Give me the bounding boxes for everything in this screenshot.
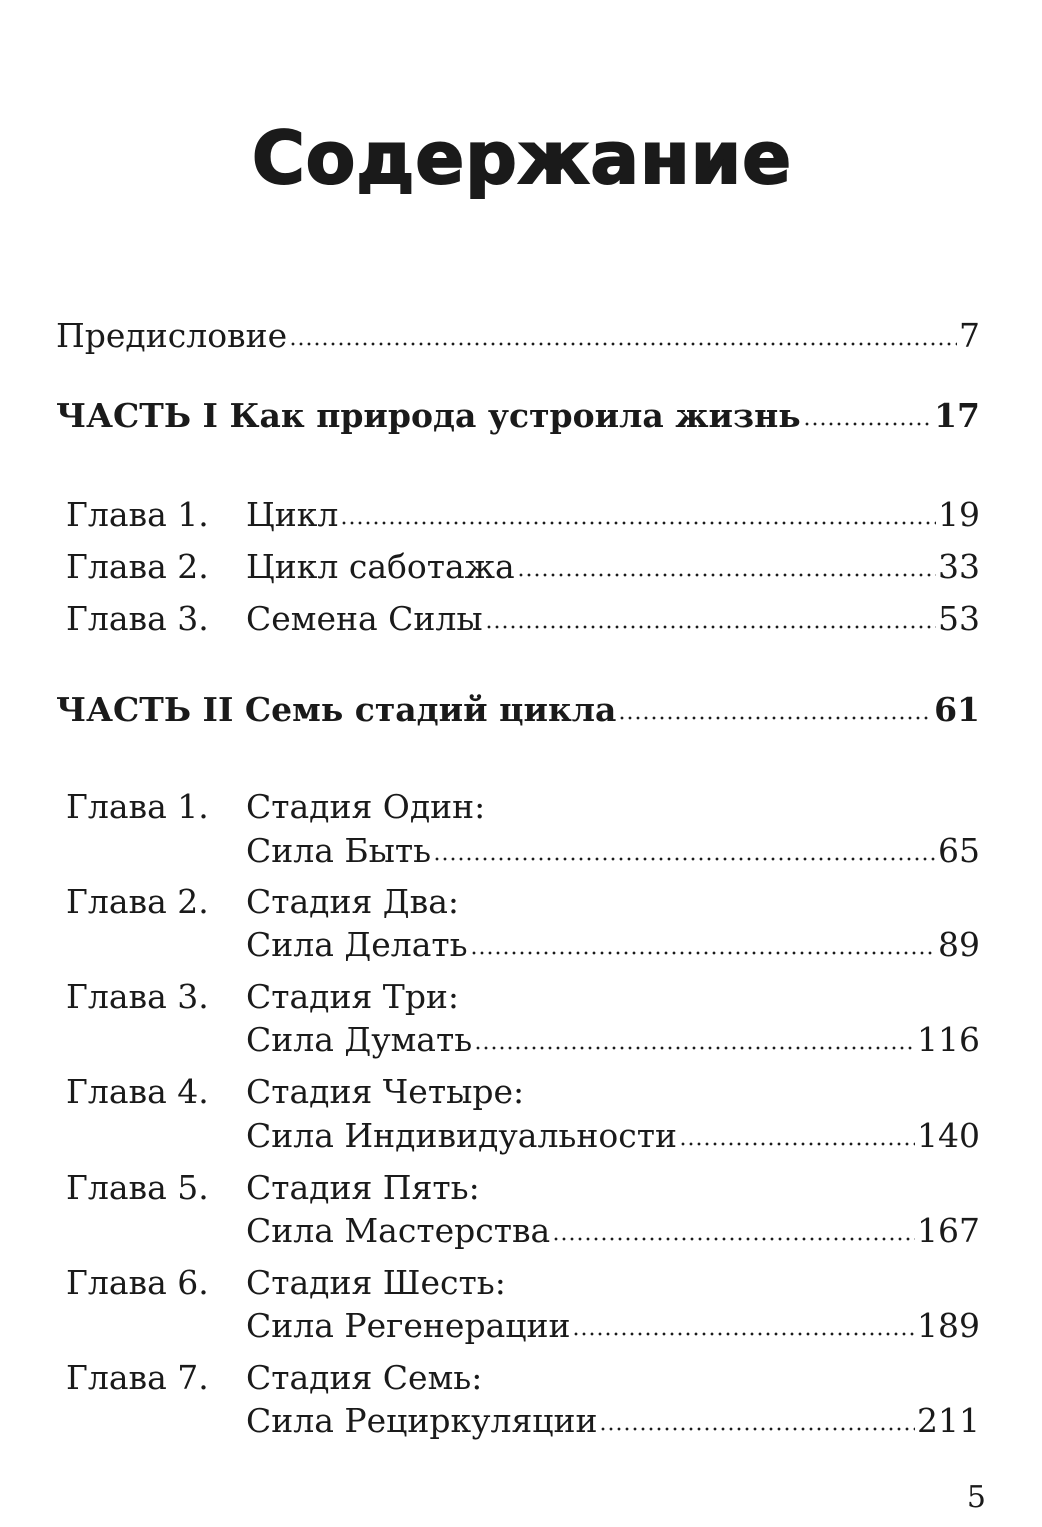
dot-leader <box>470 951 936 955</box>
toc-entry-part2-chapter-2[interactable] <box>0 923 1042 967</box>
dot-leader <box>289 342 957 346</box>
toc-entry-part2-chapter-1-stage <box>0 785 1042 829</box>
toc-entry-part1-chapter-1[interactable] <box>0 493 1042 537</box>
chapter-number: Глава 3. <box>66 977 209 1016</box>
entry-label: Цикл саботажа <box>246 547 515 586</box>
entry-page: 89 <box>938 925 980 964</box>
entry-page: 19 <box>938 495 980 534</box>
entry-label: Сила Быть <box>246 831 432 870</box>
toc-entry-part2-chapter-7[interactable] <box>0 1399 1042 1443</box>
entry-label: Сила Регенерации <box>246 1306 571 1345</box>
dot-leader <box>618 716 932 720</box>
dot-leader <box>474 1046 915 1050</box>
toc-entry-part2-chapter-3-stage <box>0 975 1042 1019</box>
dot-leader <box>803 422 932 426</box>
entry-label: Сила Думать <box>246 1020 473 1059</box>
page-title: Содержание <box>251 116 793 200</box>
chapter-stage: Стадия Семь: <box>246 1358 483 1397</box>
toc-entry-part2-chapter-7-stage <box>0 1356 1042 1400</box>
toc-entry-part2-chapter-4-stage <box>0 1070 1042 1114</box>
entry-page: 33 <box>938 547 980 586</box>
dot-leader <box>679 1142 915 1146</box>
dot-leader <box>433 857 936 861</box>
chapter-number: Глава 4. <box>66 1072 209 1111</box>
entry-page: 116 <box>917 1020 980 1059</box>
toc-entry-part-2[interactable] <box>0 688 1042 732</box>
toc-entry-part2-chapter-2-stage <box>0 880 1042 924</box>
toc-entry-part1-chapter-3[interactable] <box>0 597 1042 641</box>
entry-page: 17 <box>934 396 980 435</box>
chapter-stage: Стадия Два: <box>246 882 460 921</box>
entry-label: Сила Делать <box>246 925 468 964</box>
chapter-stage: Стадия Четыре: <box>246 1072 525 1111</box>
toc-entry-part2-chapter-4[interactable] <box>0 1114 1042 1158</box>
toc-entry-part2-chapter-5[interactable] <box>0 1209 1042 1253</box>
dot-leader <box>517 573 936 577</box>
entry-label: ЧАСТЬ I Как природа устроила жизнь <box>56 396 801 435</box>
dot-leader <box>552 1237 915 1241</box>
chapter-number: Глава 2. <box>66 882 209 921</box>
toc-entry-part2-chapter-5-stage <box>0 1166 1042 1210</box>
chapter-stage: Стадия Три: <box>246 977 460 1016</box>
chapter-number: Глава 5. <box>66 1168 209 1207</box>
entry-label: Сила Индивидуальности <box>246 1116 677 1155</box>
entry-page: 61 <box>934 690 980 729</box>
chapter-stage: Стадия Один: <box>246 787 486 826</box>
chapter-number: Глава 3. <box>66 599 209 638</box>
entry-label: Цикл <box>246 495 339 534</box>
chapter-stage: Стадия Шесть: <box>246 1263 506 1302</box>
chapter-number: Глава 6. <box>66 1263 209 1302</box>
dot-leader <box>485 625 936 629</box>
chapter-number: Глава 7. <box>66 1358 209 1397</box>
toc-entry-part2-chapter-1[interactable] <box>0 829 1042 873</box>
toc-entry-preface[interactable] <box>0 314 1042 358</box>
dot-leader <box>340 521 936 525</box>
dot-leader <box>599 1427 915 1431</box>
entry-page: 211 <box>917 1401 980 1440</box>
entry-page: 65 <box>938 831 980 870</box>
entry-label: ЧАСТЬ II Семь стадий цикла <box>56 690 617 729</box>
chapter-number: Глава 1. <box>66 495 209 534</box>
entry-label: Семена Силы <box>246 599 483 638</box>
entry-label: Сила Мастерства <box>246 1211 551 1250</box>
page-number: 5 <box>966 1480 986 1515</box>
chapter-number: Глава 1. <box>66 787 209 826</box>
toc-entry-part-1[interactable] <box>0 394 1042 438</box>
toc-entry-part2-chapter-6-stage <box>0 1261 1042 1305</box>
entry-page: 53 <box>938 599 980 638</box>
entry-label: Предисловие <box>56 316 288 355</box>
toc-entry-part2-chapter-6[interactable] <box>0 1304 1042 1348</box>
chapter-stage: Стадия Пять: <box>246 1168 480 1207</box>
toc-entry-part2-chapter-3[interactable] <box>0 1018 1042 1062</box>
entry-page: 140 <box>917 1116 980 1155</box>
chapter-number: Глава 2. <box>66 547 209 586</box>
entry-page: 167 <box>917 1211 980 1250</box>
toc-entry-part1-chapter-2[interactable] <box>0 545 1042 589</box>
dot-leader <box>572 1332 915 1336</box>
entry-page: 7 <box>959 316 980 355</box>
entry-page: 189 <box>917 1306 980 1345</box>
entry-label: Сила Рециркуляции <box>246 1401 598 1440</box>
